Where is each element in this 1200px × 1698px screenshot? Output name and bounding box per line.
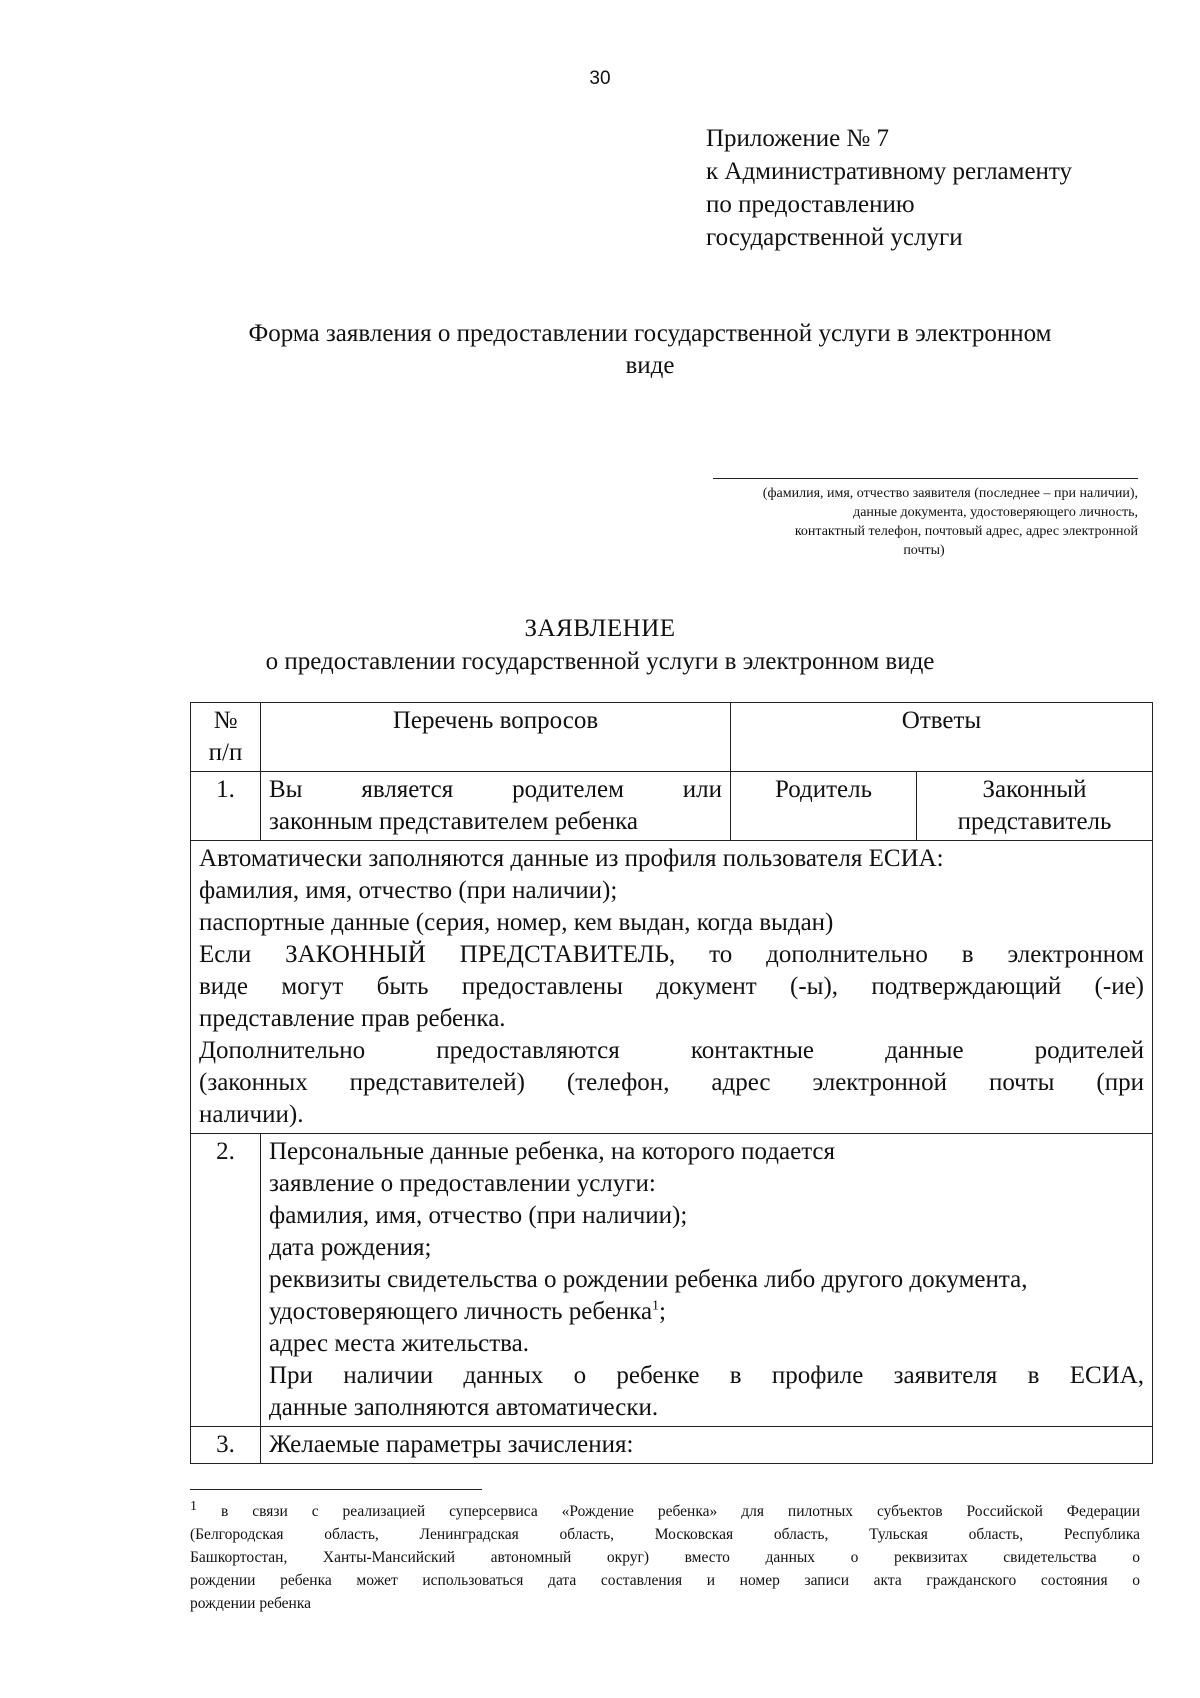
question-line: адрес места жительства. [269,1330,529,1357]
info-line: представление прав ребенка. [199,1005,506,1032]
question-line [269,1296,1144,1328]
questions-table [190,702,1153,1464]
footnote-text: в связи с реализацией суперсервиса «Рождение ребенка» для пилотных субъектов Российской Федерации [220,1503,1141,1520]
document-subtitle: о предоставлении государственной услуги в электронном виде [265,648,935,675]
header-num-line: № [213,707,238,734]
info-line: Дополнительно предоставляются контактные данные родителей [199,1037,1144,1064]
row-question: Желаемые параметры зачисления: [261,1427,1153,1464]
question-text: ; [659,1298,666,1325]
applicant-caption-line: контактный телефон, почтовый адрес, адрес электронной [794,524,1138,539]
question-line: При наличии данных о ребенке в профиле заявителя в ЕСИА, [269,1362,1144,1389]
form-title-line: Форма заявления о предоставлении государственной услуги в электронном [248,320,1052,347]
row-number: 3. [191,1427,261,1464]
auto-fill-info-row [191,841,1153,1134]
footnote-line [190,1500,1140,1523]
answer-line: Законный [982,776,1087,803]
info-line: Если ЗАКОННЫЙ ПРЕДСТАВИТЕЛЬ, то дополнительно в электронном [199,941,1144,968]
row-question [261,772,731,841]
form-title [180,318,1120,382]
question-line: фамилия, имя, отчество (при наличии); [269,1202,688,1229]
header-answers: Ответы [731,703,1153,772]
appendix-line: государственной услуги [706,224,963,251]
answer-parent-option[interactable]: Родитель [731,772,917,841]
table-row [191,772,1153,841]
footnote-line: рождении ребенка [190,1595,312,1612]
document-title: ЗАЯВЛЕНИЕ [524,615,676,642]
question-line: заявление о предоставлении услуги: [269,1170,656,1197]
footnote-line: рождении ребенка может использоваться дата составления и номер записи акта гражданского состояния о [190,1572,1140,1589]
header-num-line: п/п [208,739,243,766]
question-line: Вы является родителем или [269,776,722,803]
appendix-line: Приложение № 7 [706,125,890,152]
table-header-row [191,703,1153,772]
question-line: Персональные данные ребенка, на которого подается [269,1138,836,1165]
answer-line: представитель [957,808,1112,835]
row-number: 1. [191,772,261,841]
footnote-marker: 1 [190,1498,197,1514]
applicant-caption-line: почты) [903,543,945,558]
info-line: Автоматически заполняются данные из профиля пользователя ЕСИА: [199,845,944,872]
footnote-line: (Белгородская область, Ленинградская область, Московская область, Тульская область, Республика [190,1526,1140,1543]
info-line: (законных представителей) (телефон, адрес электронной почты (при [199,1069,1144,1096]
appendix-line: к Административному регламенту [706,158,1073,185]
info-line: виде могут быть предоставлены документ (-ы), подтверждающий (-ие) [199,973,1144,1000]
question-text: удостоверяющего личность ребенка [269,1298,653,1325]
appendix-reference [706,122,1072,254]
question-line: законным представителем ребенка [269,808,638,835]
info-line: наличии). [199,1101,304,1128]
table-row [191,1427,1153,1464]
info-line: паспортные данные (серия, номер, кем выдан, когда выдан) [199,909,834,936]
footnote-separator [190,1489,482,1490]
row-number: 2. [191,1134,261,1427]
question-line: данные заполняются автоматически. [269,1394,659,1421]
footnote-line: Башкортостан, Ханты-Мансийский автономный округ) вместо данных о реквизитах свидетельства о [190,1549,1140,1566]
footnote-ref[interactable]: 1 [652,1298,660,1314]
auto-fill-info [191,841,1153,1134]
applicant-caption-line: (фамилия, имя, отчество заявителя (последнее – при наличии), [762,486,1138,501]
applicant-caption [560,484,1138,560]
header-questions: Перечень вопросов [261,703,731,772]
row-question [261,1134,1153,1427]
page-number: 30 [589,68,611,89]
answer-legal-representative-option[interactable] [917,772,1153,841]
applicant-caption-line: данные документа, удостоверяющего личность, [853,505,1138,520]
applicant-signature-line [713,478,1138,479]
table-row [191,1134,1153,1427]
question-line: дата рождения; [269,1234,432,1261]
appendix-line: по предоставлению [706,191,915,218]
question-line: реквизиты свидетельства о рождении ребенка либо другого документа, [269,1266,1028,1293]
header-num [191,703,261,772]
info-line: фамилия, имя, отчество (при наличии); [199,877,618,904]
footnote [190,1500,1140,1615]
form-title-line: виде [625,352,675,379]
document-heading [0,612,1200,678]
